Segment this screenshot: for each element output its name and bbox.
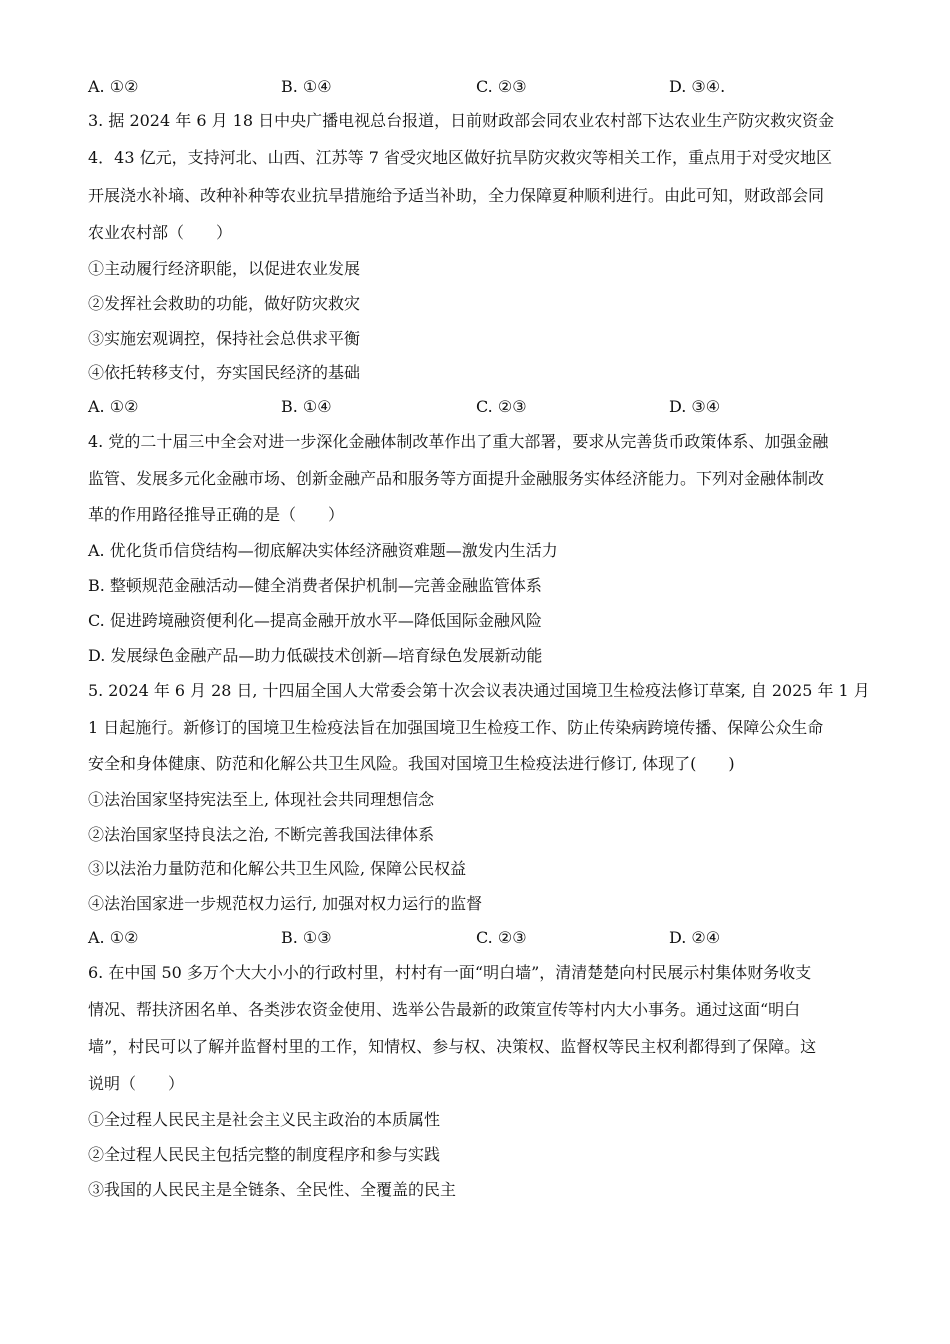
q2-option-d: D. ③④. — [669, 77, 726, 96]
q3-statement-3: ③实施宏观调控，保持社会总供求平衡 — [88, 329, 361, 348]
q3-stem-line-4: 农业农村部（ ） — [88, 223, 233, 242]
q4-stem-line-1: 4. 党的二十届三中全会对进一步深化金融体制改革作出了重大部署，要求从完善货币政策体系、加强金融 — [88, 432, 829, 451]
q4-option-a: A. 优化货币信贷结构—彻底解决实体经济融资难题—激发内生活力 — [88, 541, 558, 560]
q5-stem-line-2: 1 日起施行。新修订的国境卫生检疫法旨在加强国境卫生检疫工作、防止传染病跨境传播、保障公众生命 — [88, 718, 824, 737]
q3-stem-line-1: 3. 据 2024 年 6 月 18 日中央广播电视总台报道，日前财政部会同农业农村部下达农业生产防灾救灾资金 — [88, 111, 835, 130]
q3-statement-2: ②发挥社会救助的功能，做好防灾救灾 — [88, 294, 361, 313]
q6-statement-1: ①全过程人民民主是社会主义民主政治的本质属性 — [88, 1110, 441, 1129]
q5-statement-2: ②法治国家坚持良法之治, 不断完善我国法律体系 — [88, 825, 435, 844]
q4-stem-line-3: 革的作用路径推导正确的是（ ） — [88, 505, 345, 524]
q5-statement-3: ③以法治力量防范和化解公共卫生风险, 保障公民权益 — [88, 859, 467, 878]
q2-option-c: C. ②③ — [476, 77, 527, 96]
q3-stem-line-2: 4．43 亿元，支持河北、山西、江苏等 7 省受灾地区做好抗旱防灾救灾等相关工作，重点用于对受灾地区 — [88, 148, 832, 167]
q3-option-b: B. ①④ — [281, 397, 332, 416]
q6-stem-line-4: 说明（ ） — [88, 1074, 185, 1093]
q6-stem-line-1: 6. 在中国 50 多万个大大小小的行政村里，村村有一面“明白墙”，清清楚楚向村民展示村集体财务收支 — [88, 963, 812, 982]
q3-option-a: A. ①② — [88, 397, 139, 416]
q3-option-c: C. ②③ — [476, 397, 527, 416]
q6-statement-2: ②全过程人民民主包括完整的制度程序和参与实践 — [88, 1145, 441, 1164]
q3-statement-1: ①主动履行经济职能，以促进农业发展 — [88, 259, 361, 278]
q5-statement-1: ①法治国家坚持宪法至上, 体现社会共同理想信念 — [88, 790, 435, 809]
q5-statement-4: ④法治国家进一步规范权力运行, 加强对权力运行的监督 — [88, 894, 483, 913]
q3-statement-4: ④依托转移支付，夯实国民经济的基础 — [88, 363, 361, 382]
q3-option-d: D. ③④ — [669, 397, 721, 416]
q4-option-c: C. 促进跨境融资便利化—提高金融开放水平—降低国际金融风险 — [88, 611, 542, 630]
q5-stem-line-1: 5. 2024 年 6 月 28 日, 十四届全国人大常委会第十次会议表决通过国境卫生检疫法修订草案, 自 2025 年 1 月 — [88, 681, 870, 700]
q3-stem-line-3: 开展浇水补墒、改种补种等农业抗旱措施给予适当补助，全力保障夏种顺利进行。由此可知，财政部会同 — [88, 186, 825, 205]
q4-option-b: B. 整顿规范金融活动—健全消费者保护机制—完善金融监管体系 — [88, 576, 542, 595]
q6-statement-3: ③我国的人民民主是全链条、全民性、全覆盖的民主 — [88, 1180, 457, 1199]
q5-stem-line-3: 安全和身体健康、防范和化解公共卫生风险。我国对国境卫生检疫法进行修订, 体现了( ) — [88, 754, 735, 773]
q4-stem-line-2: 监管、发展多元化金融市场、创新金融产品和服务等方面提升金融服务实体经济能力。下列对金融体制改 — [88, 469, 825, 488]
q6-stem-line-2: 情况、帮扶济困名单、各类涉农资金使用、选举公告最新的政策宣传等村内大小事务。通过这面“明白 — [88, 1000, 801, 1019]
q5-option-c: C. ②③ — [476, 928, 527, 947]
q5-option-b: B. ①③ — [281, 928, 332, 947]
q4-option-d: D. 发展绿色金融产品—助力低碳技术创新—培育绿色发展新动能 — [88, 646, 543, 665]
q2-option-b: B. ①④ — [281, 77, 332, 96]
q5-option-d: D. ②④ — [669, 928, 721, 947]
q2-option-a: A. ①② — [88, 77, 139, 96]
q6-stem-line-3: 墙”，村民可以了解并监督村里的工作，知情权、参与权、决策权、监督权等民主权利都得到了保障。这 — [88, 1037, 817, 1056]
q5-option-a: A. ①② — [88, 928, 139, 947]
